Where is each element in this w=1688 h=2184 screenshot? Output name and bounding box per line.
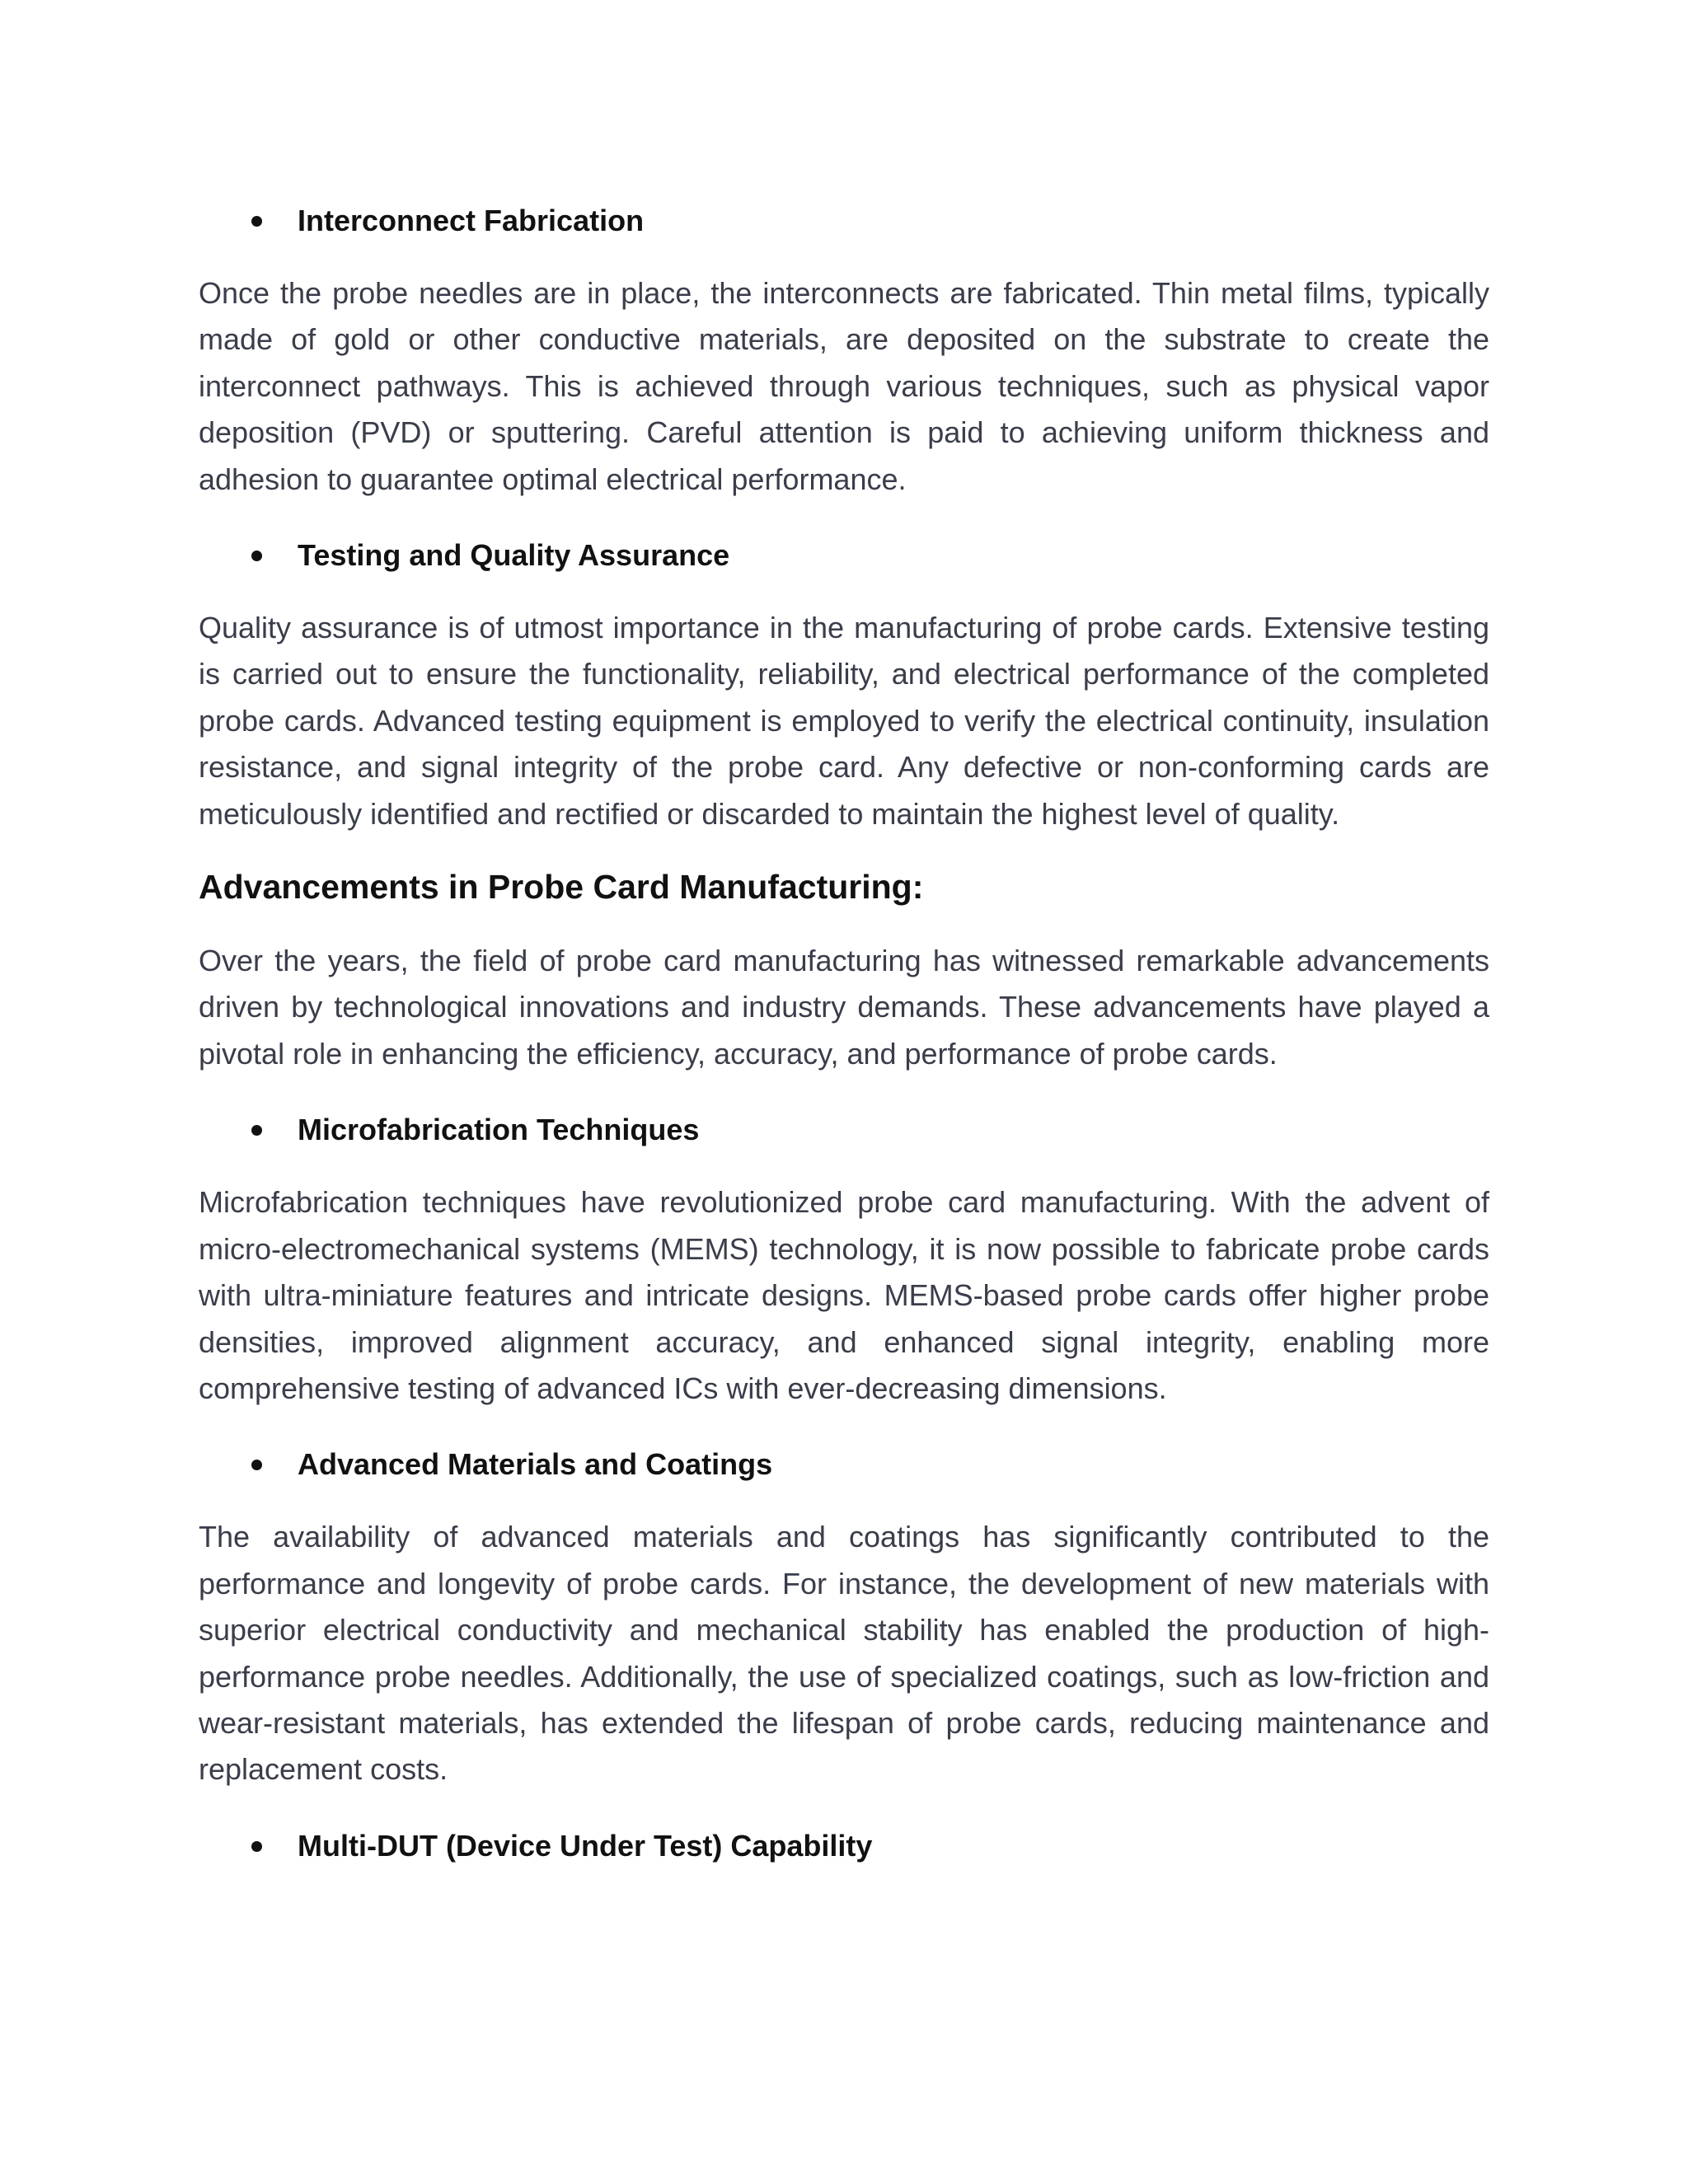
bullet-heading <box>199 1823 1489 1869</box>
bullet-dot-icon <box>251 1125 262 1136</box>
bullet-label: Testing and Quality Assurance <box>298 538 730 573</box>
body-paragraph: Quality assurance is of utmost importance in the manufacturing of probe cards. Extensive testing is carried out to ensure the functionality, reliability, and electrical performance of the completed probe cards. Advanced testing equipment is employed to verify the electrical continuity, insulation resistance, and signal integrity of the probe card. Any defective or non-conforming cards are meticulously identified and rectified or discarded to maintain the highest level of quality. <box>199 611 1489 831</box>
body-paragraph: The availability of advanced materials and coatings has significantly contributed to the performance and longevity of probe cards. For instance, the development of new materials with superior electrical conductivity and mechanical stability has enabled the production of high-performance probe needles. Additionally, the use of specialized coatings, such as low-friction and wear-resistant materials, has extended the lifespan of probe cards, reducing maintenance and replacement costs. <box>199 1520 1489 1787</box>
body-paragraph: Microfabrication techniques have revolutionized probe card manufacturing. With the advent of micro-electromechanical systems (MEMS) technology, it is now possible to fabricate probe cards with ultra-miniature features and intricate designs. MEMS-based probe cards offer higher probe densities, improved alignment accuracy, and enhanced signal integrity, enabling more comprehensive testing of advanced ICs with ever-decreasing dimensions. <box>199 1185 1489 1405</box>
bullet-dot-icon <box>251 551 262 561</box>
bullet-dot-icon <box>251 1841 262 1852</box>
document-page <box>199 198 1489 1869</box>
bullet-label: Advanced Materials and Coatings <box>298 1447 773 1482</box>
bullet-heading <box>199 198 1489 244</box>
bullet-heading <box>199 1441 1489 1488</box>
body-paragraph: Over the years, the field of probe card manufacturing has witnessed remarkable advancements driven by technological innovations and industry demands. These advancements have played a pivotal role in enhancing the efficiency, accuracy, and performance of probe cards. <box>199 944 1489 1071</box>
bullet-heading <box>199 1107 1489 1153</box>
bullet-dot-icon <box>251 216 262 227</box>
body-paragraph: Once the probe needles are in place, the interconnects are fabricated. Thin metal films, typically made of gold or other conductive materials, are deposited on the substrate to create the interconnect pathways. This is achieved through various techniques, such as physical vapor deposition (PVD) or sputtering. Careful attention is paid to achieving uniform thickness and adhesion to guarantee optimal electrical performance. <box>199 276 1489 496</box>
bullet-heading <box>199 532 1489 579</box>
bullet-label: Microfabrication Techniques <box>298 1113 700 1147</box>
bullet-dot-icon <box>251 1460 262 1470</box>
bullet-label: Multi-DUT (Device Under Test) Capability <box>298 1828 873 1863</box>
bullet-label: Interconnect Fabrication <box>298 204 645 237</box>
section-heading: Advancements in Probe Card Manufacturing: <box>199 868 924 907</box>
